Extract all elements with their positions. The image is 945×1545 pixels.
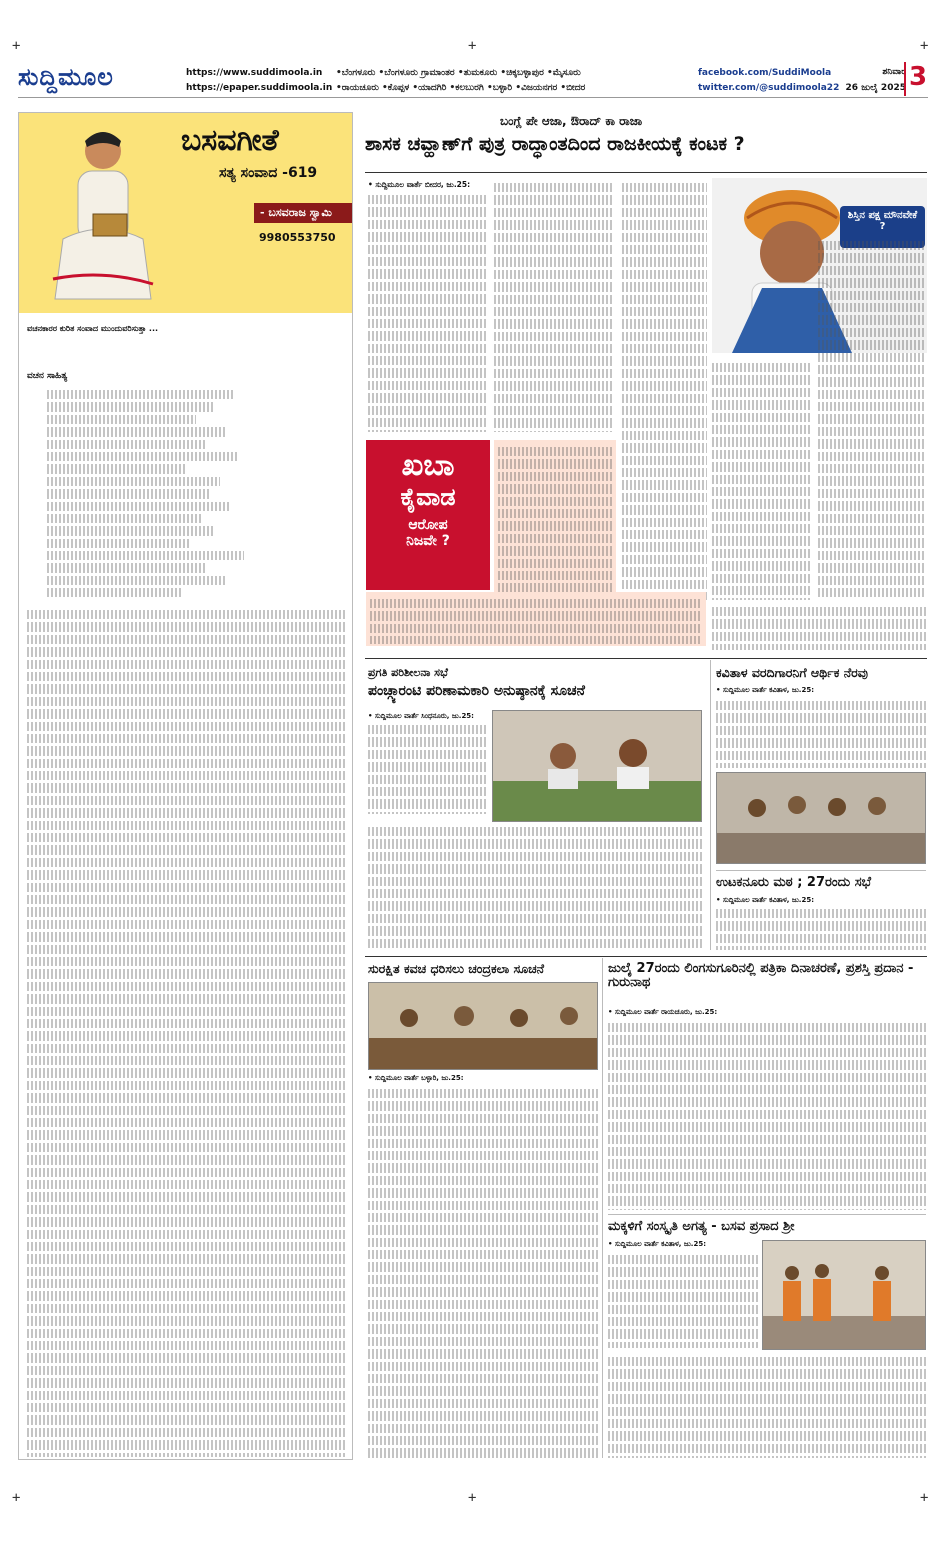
story-divider [716,870,926,871]
surakshita-dateline: • ಸುದ್ದಿಮೂಲ ವಾರ್ತೆ ಬಳ್ಳಾರಿ, ಜು.25: [368,1074,464,1082]
pragati-headline: ಪಂಚ್ಗ್ಯಾರಂಟಿ ಪರಿಣಾಮಕಾರಿ ಅನುಷ್ಠಾನಕ್ಕೆ ಸೂಚನೆ [368,683,585,699]
kavithal-body [716,698,926,768]
surakshita-headline: ಸುರಕ್ಷಿತ ಕವಚ ಧರಿಸಲು ಚಂದ್ರಕಲಾ ಸೂಚನೆ [368,961,545,976]
column-lead: ವಚನಕಾರರ ಕುರಿತ ಸಂವಾದ ಮುಂದುವರಿಸುತ್ತಾ ... [27,324,159,333]
main-story-dateline: • ಸುದ್ದಿಮೂಲ ವಾರ್ತೆ ಬೀದರ, ಜು.25: [368,180,471,189]
column-divider [710,660,711,950]
section-rule [365,658,927,659]
main-story-col5 [818,238,926,600]
column-title: ಬಸವಗೀತೆ [181,123,279,158]
khaba-highlight-box [366,440,490,590]
basavanna-illustration [33,119,173,309]
basava-geethe-column [18,112,353,1460]
poem-text [47,387,287,597]
newspaper-logo: ಸುದ್ದಿಮೂಲ [18,62,114,91]
utakanur-headline: ಉಟಕನೂರು ಮಠ ; 27ರಂದು ಸಭೆ [716,875,872,890]
twitter-link[interactable]: twitter.com/@suddimoola22 [698,83,840,93]
crop-mark: + [12,1490,21,1506]
epaper-url[interactable]: https://epaper.suddimoola.in [186,83,333,93]
website-url[interactable]: https://www.suddimoola.in [186,68,323,78]
khaba-box-sub: ನಿಜವೇ ? [406,533,450,549]
main-story-col5-bottom [712,604,926,650]
issue-date-text: 26 ಜುಲೈ 2025 [845,83,906,93]
website-links [186,66,333,96]
surakshita-body [368,1086,598,1458]
kavithal-photo [716,772,926,864]
july27-headline: ಜುಲೈ 27ರಂದು ಲಿಂಗಸುಗೂರಿನಲ್ಲಿ ಪತ್ರಿಕಾ ದಿನಾಚರಣೆ, ಪ್ರಶಸ್ತಿ ಪ್ರದಾನ - ಗುರುನಾಥ [608,961,914,991]
side-question-tag: ಶಿಸ್ತಿನ ಪಕ್ಷ ಮೌನವೇಕೆ ? [840,206,925,248]
july27-dateline: • ಸುದ್ದಿಮೂಲ ವಾರ್ತೆ ರಾಯಚೂರು, ಜು.25: [608,1008,718,1016]
story-divider [608,1214,926,1215]
khaba-box-sub: ಆರೋಪ [408,517,448,533]
khaba-box-text [498,444,612,596]
pragati-body [368,722,486,814]
makkalige-headline: ಮಕ್ಕಳಿಗೆ ಸಂಸ್ಕೃತಿ ಅಗತ್ಯ - ಬಸವ ಪ್ರಸಾದ ಶ್ರೀ [608,1219,795,1234]
khaba-box-title: ಕೈವಾಡ [400,483,456,511]
makkalige-body [608,1252,758,1348]
column-body-text [27,607,345,1457]
pragati-kicker: ಪ್ರಗತಿ ಪರಿಶೀಲನಾ ಸಭೆ [368,666,448,679]
makkalige-body-wide [608,1354,926,1458]
kavithal-dateline: • ಸುದ್ದಿಮೂಲ ವಾರ್ತೆ ಕವಿತಾಳ, ಜು.25: [716,686,814,694]
july27-body [608,1020,926,1210]
section-heading: ವಚನ ಸಾಹಿತ್ಯ [27,371,68,381]
main-story-headline: ಶಾಸಕ ಚವ್ಹಾಣ್‌ಗೆ ಪುತ್ರ ರಾದ್ಧಾಂತದಿಂದ ರಾಜಕೀಯಕ್ಕೆ ಕಂಟಕ ? [365,133,745,155]
kavithal-headline: ಕವಿತಾಳ ವರದಿಗಾರನಿಗೆ ಆರ್ಥಿಕ ನೆರವು [716,665,868,680]
column-divider [602,958,603,1458]
main-story-kicker: ಬಂಗ್ಲೆ ಪೇ ಆಜಾ, ಔರಾದ್ ಕಾ ರಾಜಾ [500,114,643,128]
khaba-box-text-wide [370,596,702,644]
khaba-box-title: ಖಬಾ [401,448,455,483]
pragati-meeting-photo [492,710,702,822]
cities-line: •ರಾಯಚೂರು •ಕೊಪ್ಪಳ •ಯಾದಗಿರಿ •ಕಲಬುರಗಿ •ಬಳ್ಳಾರಿ •ವಿಜಯನಗರ •ಬೀದರ [336,83,586,93]
column-subtitle: ಸತ್ಯ ಸಂವಾದ -619 [219,165,318,181]
page-number: 3 [904,62,930,96]
masthead [18,62,928,98]
utakanur-body [716,906,926,950]
makkalige-dateline: • ಸುದ್ದಿಮೂಲ ವಾರ್ತೆ ಕವಿತಾಳ, ಜು.25: [608,1240,706,1248]
pragati-dateline: • ಸುದ್ದಿಮೂಲ ವಾರ್ತೆ ಸಿಂಧನೂರು, ಜು.25: [368,712,474,720]
crop-mark: + [12,38,21,54]
social-links [698,66,838,96]
main-story-col3 [622,180,707,600]
crop-mark: + [468,38,477,54]
crop-mark: + [920,38,929,54]
cities-line: •ಬೆಂಗಳೂರು •ಬೆಂಗಳೂರು ಗ್ರಾಮಾಂತರ •ತುಮಕೂರು •ಚಿಕ್ಕಬಳ್ಳಾಪುರ •ಮೈಸೂರು [336,68,581,78]
surakshita-meeting-photo [368,982,598,1070]
pragati-body-wide [368,824,704,948]
crop-mark: + [920,1490,929,1506]
makkalige-event-photo [762,1240,926,1350]
main-story-col4 [712,360,812,600]
author-phone: 9980553750 [259,231,336,244]
main-story-col2 [494,180,614,432]
issue-date [836,64,906,96]
section-rule [365,956,927,957]
facebook-link[interactable]: facebook.com/SuddiMoola [698,68,832,78]
issue-day: ಶನಿವಾರ [882,67,906,77]
main-story-col1 [368,192,486,432]
column-author: - ಬಸವರಾಜ ಸ್ವಾಮಿ [254,203,352,223]
headline-rule [365,172,927,173]
crop-mark: + [468,1490,477,1506]
edition-cities [336,66,691,96]
utakanur-dateline: • ಸುದ್ದಿಮೂಲ ವಾರ್ತೆ ಕವಿತಾಳ, ಜು.25: [716,896,814,904]
